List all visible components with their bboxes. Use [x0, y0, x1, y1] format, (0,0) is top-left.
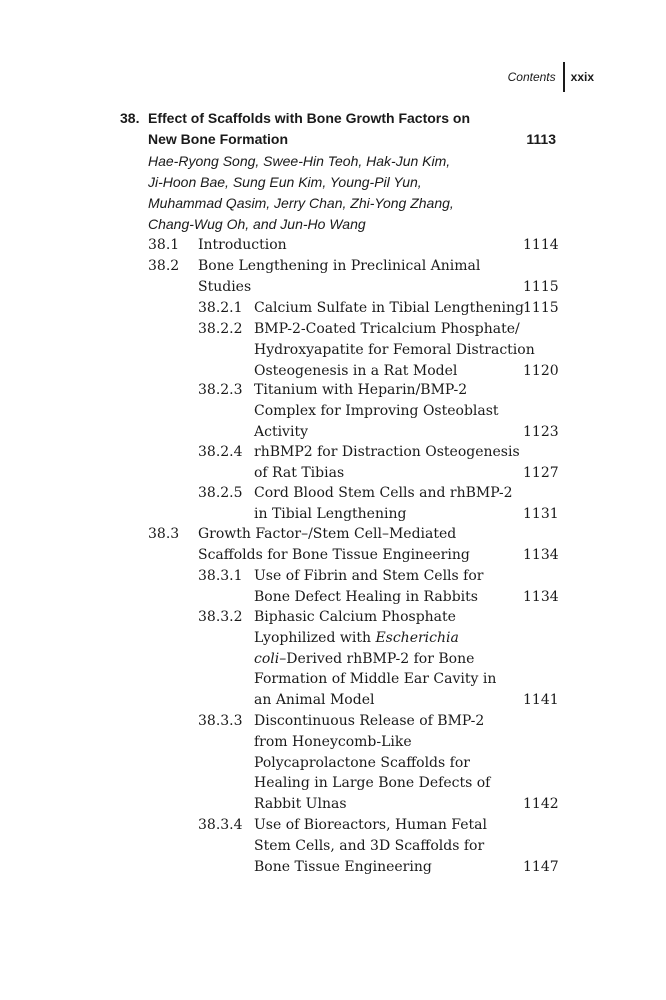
subsection-title-line: Activity [254, 423, 308, 440]
subsection-title-line: Hydroxyapatite for Femoral Distraction [254, 341, 535, 358]
subsection-title-line: Titanium with Heparin/BMP-2 [254, 382, 468, 398]
subsection-number: 38.2.4 [198, 444, 243, 460]
subsection-page: 1123 [523, 423, 559, 440]
subsection-title-line: from Honeycomb-Like [254, 733, 412, 750]
subsection-number: 38.3.3 [198, 713, 243, 729]
running-header [508, 62, 594, 92]
chapter-title-line2: New Bone Formation [148, 131, 289, 147]
subsection-title-line: Use of Bioreactors, Human Fetal [254, 817, 487, 833]
subsection-page: 1120 [523, 362, 559, 379]
subsection-number: 38.3.1 [198, 568, 243, 584]
subsection-page: 1134 [523, 588, 559, 605]
subsection-title-line: Osteogenesis in a Rat Model [254, 362, 458, 379]
italic-text-run: coli [254, 650, 280, 667]
running-title: Contents [507, 70, 556, 84]
chapter-title-line1: Effect of Scaffolds with Bone Growth Factors on [148, 110, 471, 126]
subsection-number: 38.3.2 [198, 609, 243, 625]
section-number: 38.3 [148, 526, 180, 542]
subsection-title-line: Bone Tissue Engineering [254, 858, 432, 875]
subsection-page: 1115 [523, 300, 559, 316]
subsection-title-line: Polycaprolactone Scaffolds for [254, 754, 470, 771]
subsection-title-line: Use of Fibrin and Stem Cells for [254, 568, 484, 584]
text-run: Lyophilized with [254, 629, 376, 646]
page-folio: xxix [570, 70, 594, 84]
author-line: Chang-Wug Oh, and Jun-Ho Wang [148, 216, 366, 232]
subsection-title-line: Cord Blood Stem Cells and rhBMP-2 [254, 485, 513, 501]
section-number: 38.2 [148, 258, 180, 274]
section-title-line: Studies [198, 278, 252, 295]
section-page: 1114 [523, 237, 559, 253]
subsection-title-line: in Tibial Lengthening [254, 505, 407, 522]
subsection-title-line: Bone Defect Healing in Rabbits [254, 588, 478, 605]
section-page: 1115 [523, 278, 559, 295]
section-title-line: Bone Lengthening in Preclinical Animal [198, 258, 481, 274]
subsection-number: 38.2.2 [198, 321, 243, 337]
subsection-title-line: of Rat Tibias [254, 464, 345, 481]
subsection-page: 1141 [523, 692, 559, 709]
italic-text-run: Escherichia [375, 629, 459, 646]
chapter-authors [148, 151, 568, 235]
section-title: Introduction [198, 237, 287, 253]
chapter-number: 38. [120, 110, 140, 126]
author-line: Hae-Ryong Song, Swee-Hin Teoh, Hak-Jun Kim, [148, 153, 451, 169]
subsection-page: 1142 [523, 796, 559, 813]
section-page: 1134 [523, 546, 559, 563]
author-line: Muhammad Qasim, Jerry Chan, Zhi-Yong Zhang, [148, 195, 454, 211]
subsection-title-line [254, 649, 474, 670]
subsection-page: 1147 [523, 858, 559, 875]
subsection-number: 38.2.5 [198, 485, 243, 501]
subsection-title-line: Biphasic Calcium Phosphate [254, 609, 456, 625]
subsection-page: 1131 [523, 505, 559, 522]
subsection-number: 38.2.1 [198, 300, 243, 316]
subsection-page: 1127 [523, 464, 559, 481]
section-title-line: Scaffolds for Bone Tissue Engineering [198, 546, 470, 563]
chapter-page: 1113 [526, 131, 556, 147]
subsection-title-line: Discontinuous Release of BMP-2 [254, 713, 485, 729]
subsection-title-line: rhBMP2 for Distraction Osteogenesis [254, 444, 520, 460]
subsection-title-line [254, 628, 459, 649]
subsection-title-line: Rabbit Ulnas [254, 796, 347, 813]
subsection-number: 38.3.4 [198, 817, 243, 833]
subsection-title-line: Complex for Improving Osteoblast [254, 402, 499, 419]
subsection-number: 38.2.3 [198, 382, 243, 398]
subsection-title-line: Healing in Large Bone Defects of [254, 775, 491, 792]
header-rule [563, 62, 565, 92]
subsection-title-line: an Animal Model [254, 692, 375, 709]
subsection-title-line: BMP-2-Coated Tricalcium Phosphate/ [254, 321, 520, 337]
subsection-title: Calcium Sulfate in Tibial Lengthening [254, 300, 525, 316]
section-number: 38.1 [148, 237, 180, 253]
subsection-title-line: Formation of Middle Ear Cavity in [254, 671, 497, 688]
text-run: –Derived rhBMP-2 for Bone [279, 650, 475, 667]
author-line: Ji-Hoon Bae, Sung Eun Kim, Young-Pil Yun, [148, 174, 422, 190]
section-title-line: Growth Factor–/Stem Cell–Mediated [198, 526, 457, 542]
subsection-title-line: Stem Cells, and 3D Scaffolds for [254, 837, 485, 854]
